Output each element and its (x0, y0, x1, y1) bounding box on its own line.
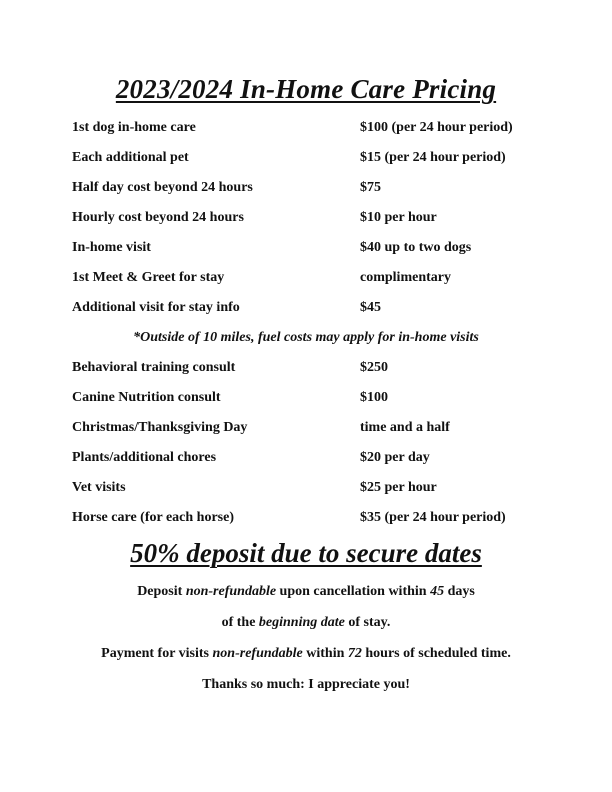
text: hours of scheduled time. (361, 646, 511, 661)
price-value: $40 up to two dogs (360, 240, 472, 255)
price-label: Plants/additional chores (72, 450, 217, 465)
price-label: 1st dog in-home care (72, 120, 196, 135)
price-value: $100 (360, 390, 388, 405)
price-row (72, 210, 542, 230)
emphasis: beginning date (258, 615, 345, 630)
price-row (72, 150, 542, 170)
price-label: Behavioral training consult (72, 360, 236, 375)
price-label: Canine Nutrition consult (72, 390, 221, 405)
price-value: $45 (360, 300, 381, 315)
price-label: In-home visit (72, 240, 151, 255)
price-row (72, 240, 542, 260)
deposit-heading: 50% deposit due to secure dates (130, 538, 482, 568)
text: of the (221, 615, 259, 630)
price-value: $100 (per 24 hour period) (360, 120, 513, 135)
emphasis: 72 (347, 646, 362, 661)
price-label: Vet visits (72, 480, 126, 495)
emphasis: non-refundable (185, 584, 277, 599)
price-label: 1st Meet & Greet for stay (72, 270, 225, 285)
price-label: Horse care (for each horse) (72, 510, 234, 525)
price-value: $20 per day (360, 450, 430, 465)
price-value: time and a half (360, 420, 450, 435)
thanks-line: Thanks so much: I appreciate you! (202, 677, 410, 692)
text: days (444, 584, 475, 599)
text: Deposit (137, 584, 186, 599)
deposit-policy-line (0, 615, 612, 631)
price-row (72, 270, 542, 290)
price-label: Half day cost beyond 24 hours (72, 180, 253, 195)
price-value: $10 per hour (360, 210, 437, 225)
emphasis: non-refundable (212, 646, 303, 661)
price-row (72, 450, 542, 470)
price-row (72, 180, 542, 200)
text: of stay. (344, 615, 391, 630)
price-value: $75 (360, 180, 381, 195)
text: upon cancellation within (276, 584, 431, 599)
price-row (72, 300, 542, 320)
text: Payment for visits (101, 646, 213, 661)
deposit-policy-line (0, 584, 612, 600)
price-label: Hourly cost beyond 24 hours (72, 210, 244, 225)
price-value: $25 per hour (360, 480, 437, 495)
price-value: $15 (per 24 hour period) (360, 150, 506, 165)
price-value: $35 (per 24 hour period) (360, 510, 506, 525)
price-label: Christmas/Thanksgiving Day (72, 420, 248, 435)
text: within (302, 646, 348, 661)
price-row (72, 420, 542, 440)
price-row (72, 510, 542, 530)
price-row (72, 120, 542, 140)
price-row (72, 360, 542, 380)
fuel-note: *Outside of 10 miles, fuel costs may apply for in-home visits (133, 330, 479, 345)
emphasis: 45 (430, 584, 445, 599)
payment-policy-line (0, 646, 612, 662)
price-label: Each additional pet (72, 150, 189, 165)
price-value: complimentary (360, 270, 451, 285)
price-row (72, 390, 542, 410)
price-row (72, 480, 542, 500)
price-value: $250 (360, 360, 388, 375)
price-label: Additional visit for stay info (72, 300, 240, 315)
page-title: 2023/2024 In-Home Care Pricing (115, 74, 497, 104)
